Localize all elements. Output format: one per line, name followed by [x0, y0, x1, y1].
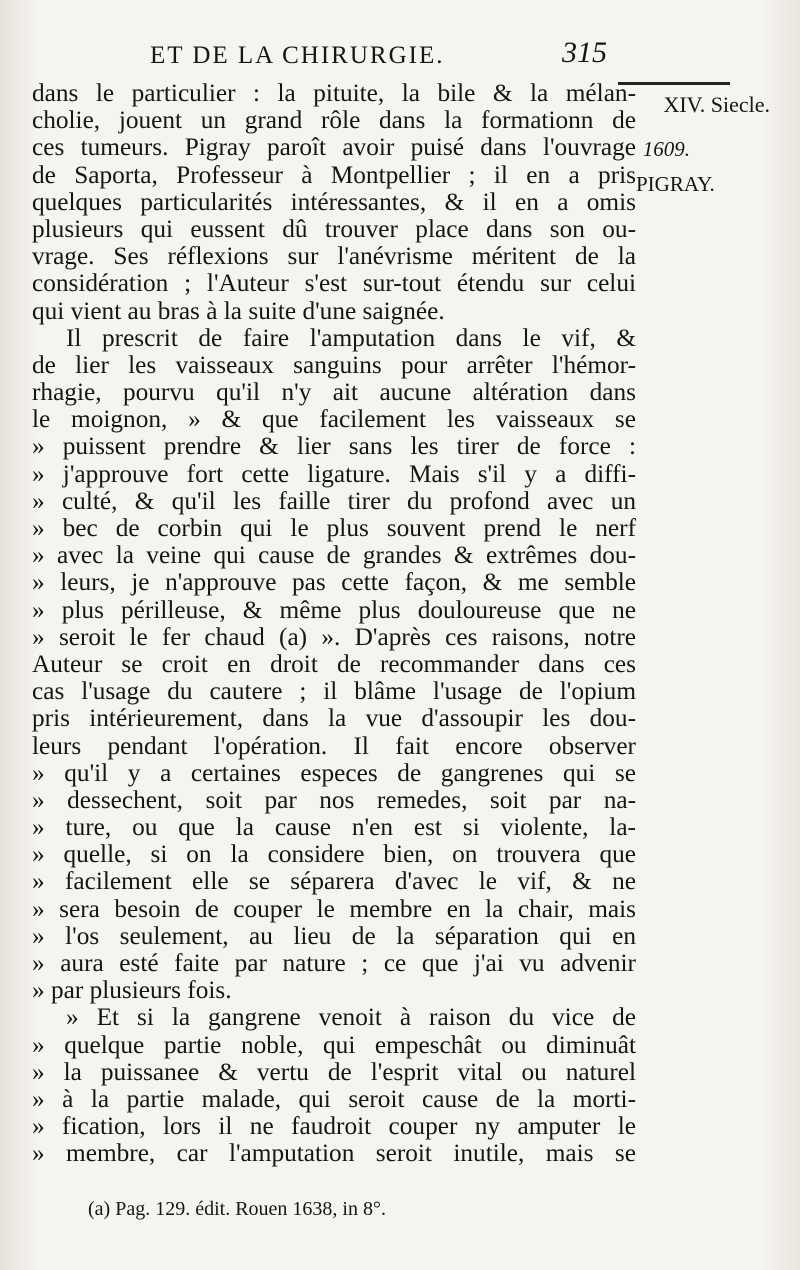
text-line: » à la partie malade, qui seroit cause de la morti-	[32, 1084, 636, 1113]
text-line: rhagie, pourvu qu'il n'y ait aucune altération dans	[32, 378, 636, 407]
text-line: » membre, car l'amputation seroit inutile, mais se	[32, 1139, 636, 1168]
text-line: » aura esté faite par nature ; ce que j'ai vu advenir	[32, 949, 636, 977]
text-line: » seroit le fer chaud (a) ». D'après ces raisons, notre	[32, 622, 636, 651]
margin-note-author: PIGRAY.	[636, 172, 715, 196]
text-line: » bec de corbin qui le plus souvent prend le nerf	[32, 514, 636, 542]
text-line: leurs pendant l'opération. Il fait encore observer	[32, 731, 636, 760]
margin-note-year: 1609.	[642, 137, 690, 161]
text-line: » puissent prendre & lier sans les tirer de force :	[32, 432, 636, 461]
text-line: considération ; l'Auteur s'est sur-tout étendu sur celui	[32, 269, 636, 298]
text-line: » facilement elle se séparera d'avec le vif, & ne	[32, 867, 636, 896]
text-line: cholie, jouent un grand rôle dans la formationn de	[32, 106, 636, 135]
text-line: » ture, ou que la cause n'en est si violente, la-	[32, 813, 636, 842]
margin-note-century: XIV. Siecle.	[663, 92, 770, 117]
text-line: » l'os seulement, au lieu de la séparation qui en	[32, 921, 636, 950]
text-line: » dessechent, soit par nos remedes, soit par na-	[32, 785, 636, 814]
text-line: » leurs, je n'approuve pas cette façon, & me semble	[32, 568, 636, 597]
page-number: 315	[562, 36, 607, 69]
text-line: » la puissanee & vertu de l'esprit vital ou naturel	[32, 1057, 636, 1086]
text-line: Auteur se croit en droit de recommander dans ces	[32, 649, 636, 678]
text-line: » plus périlleuse, & même plus douloureuse que ne	[32, 595, 636, 624]
paragraph-first-line: Il prescrit de faire l'amputation dans le vif, &	[66, 323, 636, 352]
text-line: » quelque partie noble, qui empeschât ou diminuât	[32, 1030, 636, 1059]
text-line: ces tumeurs. Pigray paroît avoir puisé dans l'ouvrage	[32, 133, 636, 162]
text-line: quelques particularités intéressantes, & il en a omis	[32, 187, 636, 216]
text-line: plusieurs qui eussent dû trouver place dans son ou-	[32, 214, 636, 243]
text-line: » avec la veine qui cause de grandes & extrêmes dou-	[32, 541, 636, 570]
text-line: de lier les vaisseaux sanguins pour arrêter l'hémor-	[32, 350, 636, 379]
text-line: cas l'usage du cautere ; il blâme l'usage de l'opium	[32, 677, 636, 706]
text-line: le moignon, » & que facilement les vaisseaux se	[32, 405, 636, 434]
text-line: » sera besoin de couper le membre en la chair, mais	[32, 894, 636, 923]
text-line: » fication, lors il ne faudroit couper ny amputer le	[32, 1112, 636, 1141]
running-head: ET DE LA CHIRURGIE.	[150, 42, 445, 69]
text-line: » qu'il y a certaines especes de gangrenes qui se	[32, 758, 636, 787]
text-line: » j'approuve fort cette ligature. Mais s'il y a diffi-	[32, 459, 636, 488]
text-line: qui vient au bras à la suite d'une saignée.	[32, 296, 445, 325]
body-text	[32, 80, 636, 1168]
footnote: (a) Pag. 129. édit. Rouen 1638, in 8°.	[88, 1198, 386, 1220]
text-line: » par plusieurs fois.	[32, 976, 232, 1005]
text-line: pris intérieurement, dans la vue d'assoupir les dou-	[32, 704, 636, 733]
text-line: vrage. Ses réflexions sur l'anévrisme méritent de la	[32, 242, 636, 271]
text-line: dans le particulier : la pituite, la bile & la mélan-	[32, 79, 636, 107]
text-line: » culté, & qu'il les faille tirer du profond avec un	[32, 486, 636, 515]
text-line: de Saporta, Professeur à Montpellier ; il en a pris	[32, 160, 636, 189]
text-line: » quelle, si on la considere bien, on trouvera que	[32, 840, 636, 869]
paragraph-first-line: » Et si la gangrene venoit à raison du vice de	[66, 1003, 636, 1032]
